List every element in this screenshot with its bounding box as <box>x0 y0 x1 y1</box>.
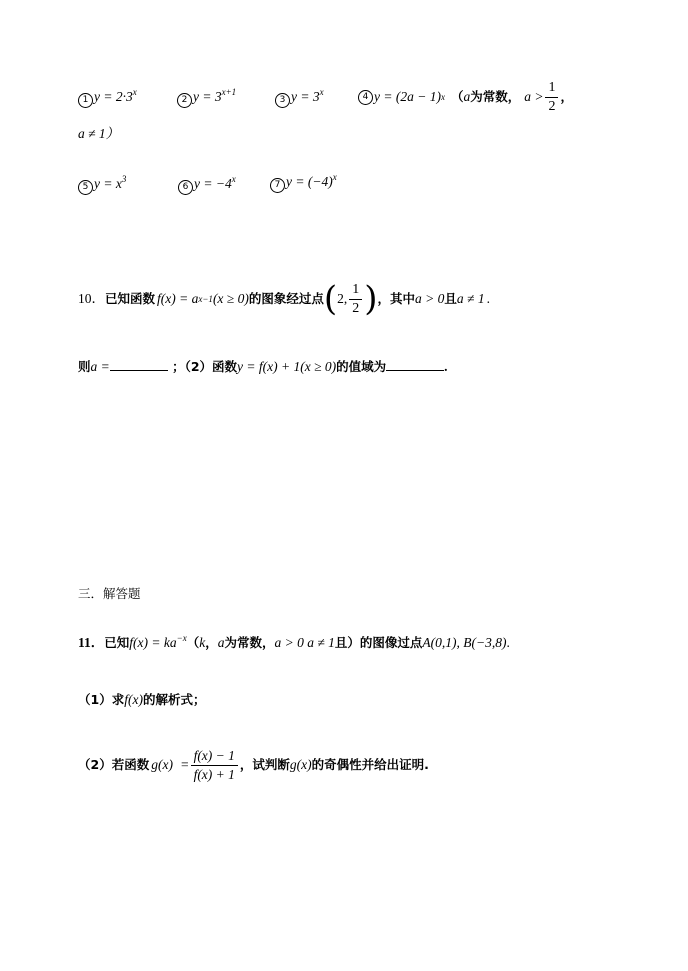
q11-points: A(0,1), B(−3,8) <box>422 635 507 650</box>
q11-text-b: 为常数， <box>224 635 275 650</box>
circle-number-6: 6 <box>178 180 193 195</box>
circle-number-2: 2 <box>177 93 192 108</box>
function-2-exponent: x+1 <box>221 87 237 97</box>
q10-fraction-denominator: 2 <box>352 300 360 316</box>
question-10-line-2 <box>78 360 448 375</box>
function-5-exponent: 3 <box>121 174 127 184</box>
answer-blank-2[interactable] <box>386 360 444 371</box>
q10-line2-period: . <box>444 359 448 374</box>
comma: ， <box>560 88 573 104</box>
q11-fraction-numerator: f(x) − 1 <box>191 749 238 766</box>
q11-part2-g2: g(x) <box>289 757 312 773</box>
fraction-numerator: 1 <box>545 81 558 98</box>
q11-part1-expression: f(x) <box>124 692 143 707</box>
q10-domain: (x ≥ 0) <box>212 291 249 307</box>
q10-text-b: 的图象经过点 <box>248 290 324 306</box>
function-7: y = (−4) <box>286 174 333 189</box>
q11-paren-open: （ <box>186 635 200 650</box>
q10-a-equals: a = <box>90 359 110 374</box>
question-11-line-1 <box>78 633 510 651</box>
function-6: y = −4 <box>194 176 232 191</box>
q10-then: 则 <box>78 359 91 374</box>
question-10-number: 10． <box>78 291 105 307</box>
circle-number-3: 3 <box>275 93 290 108</box>
q11-part1-text: 的解析式； <box>142 692 206 707</box>
q11-part2-fraction <box>191 749 238 781</box>
function-7-wrap <box>270 172 337 193</box>
q11-expression: f(x) = ka <box>129 635 177 650</box>
function-2: y = 3 <box>193 89 222 104</box>
q10-range-text: 的值域为 <box>336 359 387 374</box>
q11-var-a: a <box>217 635 225 650</box>
section-3-title-text: 三．解答题 <box>78 586 141 601</box>
function-list-row-1 <box>78 87 137 108</box>
left-paren: ( <box>323 279 338 319</box>
q10-text-a: 已知函数 <box>105 290 156 306</box>
q10-text-c: ，其中 <box>377 290 416 306</box>
q10-condition-a: a > 0 <box>415 291 445 307</box>
question-11-number: 11． <box>78 635 105 650</box>
q11-part2-text-a: ，试判断 <box>239 756 290 772</box>
question-11-part-1 <box>78 693 205 708</box>
condition-a-greater: a > <box>524 89 544 105</box>
function-5: y = x <box>94 176 122 191</box>
note-var-a: a <box>463 89 471 105</box>
circle-number-4: 4 <box>358 90 373 105</box>
q11-part1-label: （1）求 <box>78 692 125 707</box>
q11-end-period: . <box>506 635 510 650</box>
q11-exponent: −x <box>176 633 187 643</box>
fraction-denominator: 2 <box>548 98 556 114</box>
function-4-condition-continued <box>78 127 119 142</box>
function-5-wrap <box>78 174 127 195</box>
note-open-paren: （ <box>450 88 464 104</box>
q11-part2-text-b: 的奇偶性并给出证明. <box>311 756 429 772</box>
q10-part2-function: y = f(x) + 1(x ≥ 0) <box>237 359 337 374</box>
q11-comma: ， <box>205 635 218 650</box>
function-3: y = 3 <box>291 89 320 104</box>
function-1-exponent: x <box>132 87 137 97</box>
q10-expression: f(x) = a <box>157 291 199 307</box>
function-4: y = (2a − 1) <box>374 89 441 105</box>
function-3-exponent: x <box>319 87 324 97</box>
q10-end-period: . <box>486 291 490 307</box>
q10-point-x: 2, <box>337 291 348 307</box>
circle-number-1: 1 <box>78 93 93 108</box>
q11-part2-g: g(x) <box>151 757 173 773</box>
circle-number-7: 7 <box>270 178 285 193</box>
q10-condition-b: a ≠ 1 <box>456 291 485 307</box>
function-1: y = 2·3 <box>94 89 133 104</box>
q11-var-k: k <box>199 635 206 650</box>
right-paren: ) <box>364 279 378 319</box>
note-text: 为常数， <box>470 88 521 104</box>
fraction-one-half <box>545 81 558 114</box>
question-10-line-1: 10． 已知函数 f(x) = a x−1 (x ≥ 0) 的图象经过点 ( 2, $\frac{1}{2}$ ) ，其中 a > 0 且 a ≠ 1 . <box>78 279 490 319</box>
q11-text-a: 已知 <box>104 635 130 650</box>
q10-text-d: 且 <box>444 290 457 306</box>
function-6-wrap <box>178 174 236 195</box>
function-6-exponent: x <box>231 174 236 184</box>
section-3-title <box>78 588 141 602</box>
function-4-wrap: 4 y = (2a − 1) x （ a 为常数， a > $\frac{1}{2}$ ， <box>358 80 573 114</box>
q11-text-c: 且）的图像过点 <box>334 635 423 650</box>
answer-blank-1[interactable] <box>110 360 168 371</box>
q10-point-fraction <box>349 283 362 316</box>
q11-part2-label: （2）若函数 <box>78 756 150 772</box>
q11-part2-equals: = <box>180 757 189 773</box>
condition-a-not-one: a ≠ 1） <box>78 126 120 141</box>
q10-part2-label: ；（2）函数 <box>172 359 238 374</box>
function-2-wrap <box>177 87 237 108</box>
q11-fraction-denominator: f(x) + 1 <box>193 766 235 782</box>
function-3-wrap <box>275 87 324 108</box>
circle-number-5: 5 <box>78 180 93 195</box>
question-11-part-2 <box>78 742 429 788</box>
q10-fraction-numerator: 1 <box>349 283 362 300</box>
function-7-exponent: x <box>332 172 337 182</box>
q11-condition: a > 0 a ≠ 1 <box>274 635 335 650</box>
